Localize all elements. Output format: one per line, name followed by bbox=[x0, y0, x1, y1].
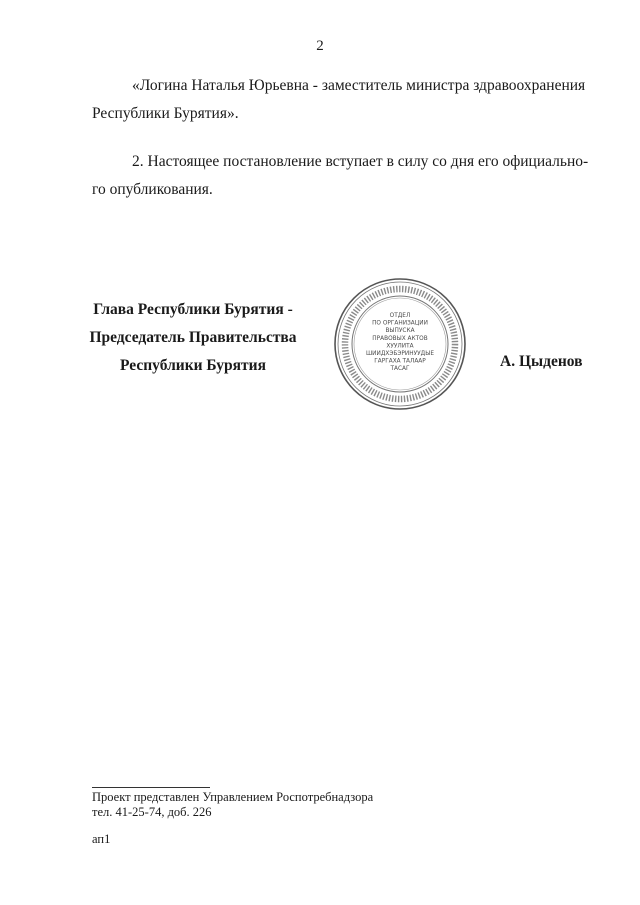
seal-text-line: ВЫПУСКА bbox=[385, 328, 415, 335]
seal-text-line: ПРАВОВЫХ АКТОВ bbox=[372, 335, 428, 342]
seal-text-line: ПО ОРГАНИЗАЦИИ bbox=[372, 320, 428, 327]
official-seal bbox=[332, 276, 468, 412]
paragraph-line: Республики Бурятия». bbox=[92, 105, 239, 122]
paragraph-line: «Логина Наталья Юрьевна - заместитель министра здравоохранения bbox=[132, 77, 586, 94]
seal-text-line: ХУУЛИТА bbox=[386, 343, 414, 350]
signatory-title-line: Председатель Правительства bbox=[89, 329, 297, 346]
seal-text-line: ШИИДХЭБЭРИНУУДЫЕ bbox=[365, 351, 435, 357]
paragraph-line: го опубликования. bbox=[92, 181, 213, 198]
page-number: 2 bbox=[316, 38, 324, 54]
signatory-name: А. Цыденов bbox=[500, 353, 583, 370]
paragraph-line: 2. Настоящее постановление вступает в силу со дня его официально- bbox=[132, 153, 589, 170]
footnote-line: тел. 41-25-74, доб. 226 bbox=[92, 805, 212, 819]
seal-text-line: ОТДЕЛ bbox=[389, 313, 411, 319]
footnote-divider bbox=[92, 787, 210, 788]
seal-text-line: ТАСАГ bbox=[390, 366, 410, 373]
document-code: ап1 bbox=[92, 832, 111, 846]
footnote-block bbox=[92, 790, 373, 820]
signatory-title-line: Республики Бурятия bbox=[120, 357, 266, 374]
paragraph-effective-date bbox=[92, 148, 589, 204]
paragraph-amendment bbox=[92, 72, 586, 128]
signatory-title bbox=[78, 296, 308, 380]
footnote-line: Проект представлен Управлением Роспотребнадзора bbox=[92, 790, 374, 804]
signatory-title-line: Глава Республики Бурятия - bbox=[93, 301, 293, 318]
seal-text-line: ГАРГАХА ТАЛААР bbox=[374, 358, 426, 365]
